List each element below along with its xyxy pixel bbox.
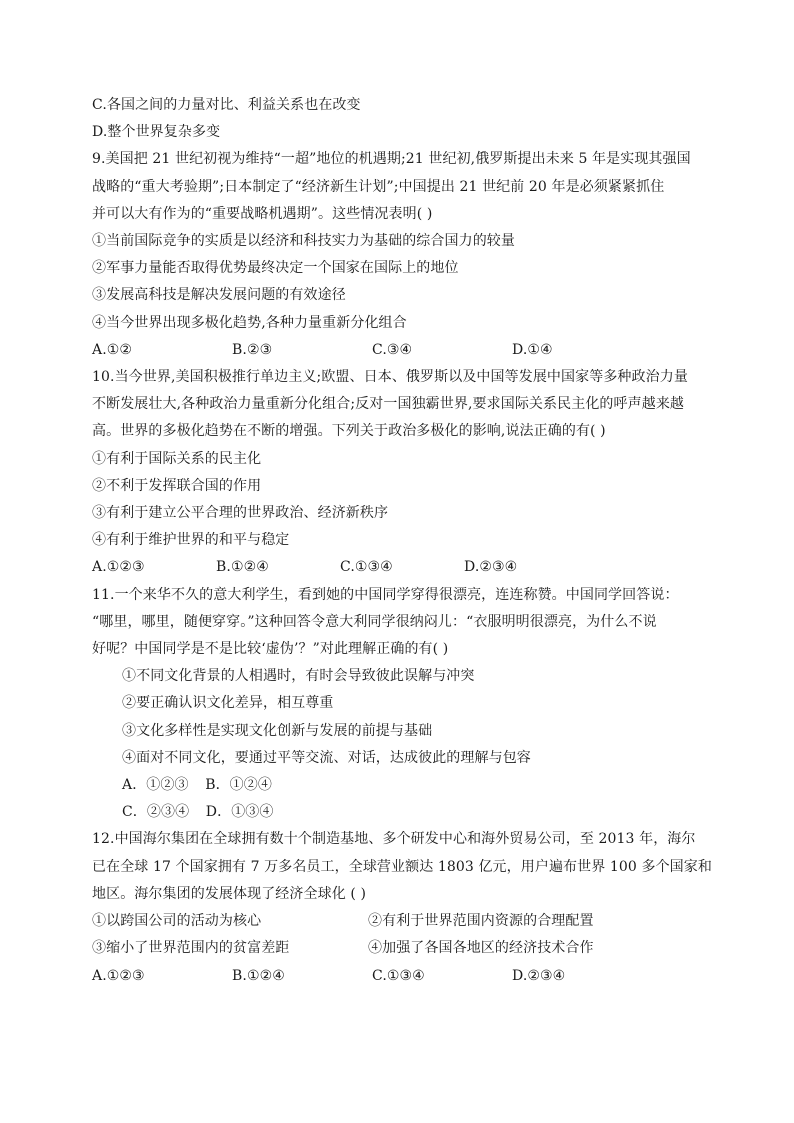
question-stem-line: 不断发展壮大,各种政治力量重新分化组合;反对一国独霸世界,要求国际关系民主化的呼声越来越 (92, 396, 685, 413)
statement-item: ①当前国际竞争的实质是以经济和科技实力为基础的综合国力的较量 (92, 233, 515, 250)
answer-option-b: B．①②④ (205, 777, 272, 794)
statement-item: ④当今世界出现多极化趋势,各种力量重新分化组合 (92, 314, 407, 331)
statement-item: ②军事力量能否取得优势最终决定一个国家在国际上的地位 (92, 260, 459, 277)
question-stem-line: 好呢？中国同学是不是比较‘虚伪’？”对此理解正确的有( ) (92, 641, 449, 658)
question-stem-line: 9.美国把 21 世纪初视为维持“一超”地位的机遇期;21 世纪初,俄罗斯提出未来 5 年是实现其强国 (92, 151, 691, 168)
statement-item: ④加强了各国各地区的经济技术合作 (368, 940, 594, 957)
question-stem-line: 11.一个来华不久的意大利学生，看到她的中国同学穿得很漂亮，连连称赞。中国同学回答说： (92, 586, 679, 603)
answer-option-d: D．①③④ (205, 804, 274, 821)
statement-row (92, 935, 712, 962)
question-stem-line: 10.当今世界,美国积极推行单边主义;欧盟、日本、俄罗斯以及中国等发展中国家等多种政治力量 (92, 369, 688, 386)
option-line: C.各国之间的力量对比、利益关系也在改变 (92, 97, 361, 113)
question-stem-line: 并可以大有作为的“重要战略机遇期”。这些情况表明( ) (92, 205, 433, 222)
answer-option-d: D.①④ (512, 341, 553, 358)
answer-option-a: A.①②③ (92, 967, 145, 984)
question-11 (92, 582, 712, 827)
statement-item: ①不同文化背景的人相遇时，有时会导致彼此误解与冲突 (122, 668, 475, 685)
answer-option-b: B.①②④ (232, 967, 285, 984)
option-line: D.整个世界复杂多变 (92, 124, 221, 141)
statement-item: ②不利于发挥联合国的作用 (92, 477, 262, 494)
statement-item: ③有利于建立公平合理的世界政治、经济新秩序 (92, 505, 389, 522)
answer-option-a: A.①②③ (92, 559, 145, 576)
question-stem-line: 12.中国海尔集团在全球拥有数十个制造基地、多个研发中心和海外贸易公司，至 2013 年，海尔 (92, 831, 696, 848)
document-page (92, 92, 712, 990)
question-12 (92, 826, 712, 989)
statement-item: ④有利于维护世界的和平与稳定 (92, 532, 290, 549)
answer-options-row-2 (92, 799, 712, 826)
answer-option-c: C.①③④ (372, 967, 425, 984)
answer-option-b: B.②③ (232, 341, 273, 358)
answer-options-row-1 (92, 772, 712, 799)
answer-options (92, 963, 712, 990)
answer-option-b: B.①②④ (216, 559, 269, 576)
answer-option-a: A．①②③ (122, 777, 189, 794)
question-9 (92, 146, 712, 364)
question-stem-line: 高。世界的多极化趋势在不断的增强。下列关于政治多极化的影响,说法正确的有( ) (92, 423, 606, 440)
answer-option-d: D.②③④ (512, 967, 566, 984)
answer-option-c: C．②③④ (122, 804, 190, 821)
statement-item: ②要正确认识文化差异，相互尊重 (122, 695, 334, 712)
statement-item: ①有利于国际关系的民主化 (92, 450, 262, 467)
question-stem-line: 已在全球 17 个国家拥有 7 万多名员工，全球营业额达 1803 亿元，用户遍布世界 100 多个国家和 (92, 858, 712, 875)
statement-row (92, 908, 712, 935)
answer-option-c: C.③④ (372, 341, 413, 358)
statement-item: ③文化多样性是实现文化创新与发展的前提与基础 (122, 722, 433, 739)
answer-options (92, 337, 712, 364)
question-stem-line: “哪里，哪里，随便穿穿。”这种回答令意大利同学很纳闷儿：“衣服明明很漂亮，为什么不说 (92, 613, 657, 630)
statement-item: ③发展高科技是解决发展问题的有效途径 (92, 287, 346, 304)
statement-item: ②有利于世界范围内资源的合理配置 (368, 913, 594, 930)
answer-option-a: A.①② (92, 341, 133, 358)
answer-option-d: D.②③④ (464, 559, 518, 576)
statement-item: ④面对不同文化，要通过平等交流、对话，达成彼此的理解与包容 (122, 749, 531, 766)
answer-options (92, 554, 712, 581)
statement-item: ①以跨国公司的活动为核心 (92, 913, 262, 930)
question-stem-line: 战略的“重大考验期”;日本制定了“经济新生计划”;中国提出 21 世纪前 20 年是必须紧紧抓住 (92, 178, 665, 195)
question-10 (92, 364, 712, 582)
statement-item: ③缩小了世界范围内的贫富差距 (92, 940, 290, 957)
answer-option-c: C.①③④ (340, 559, 393, 576)
question-stem-line: 地区。海尔集团的发展体现了经济全球化 ( ) (92, 885, 367, 902)
